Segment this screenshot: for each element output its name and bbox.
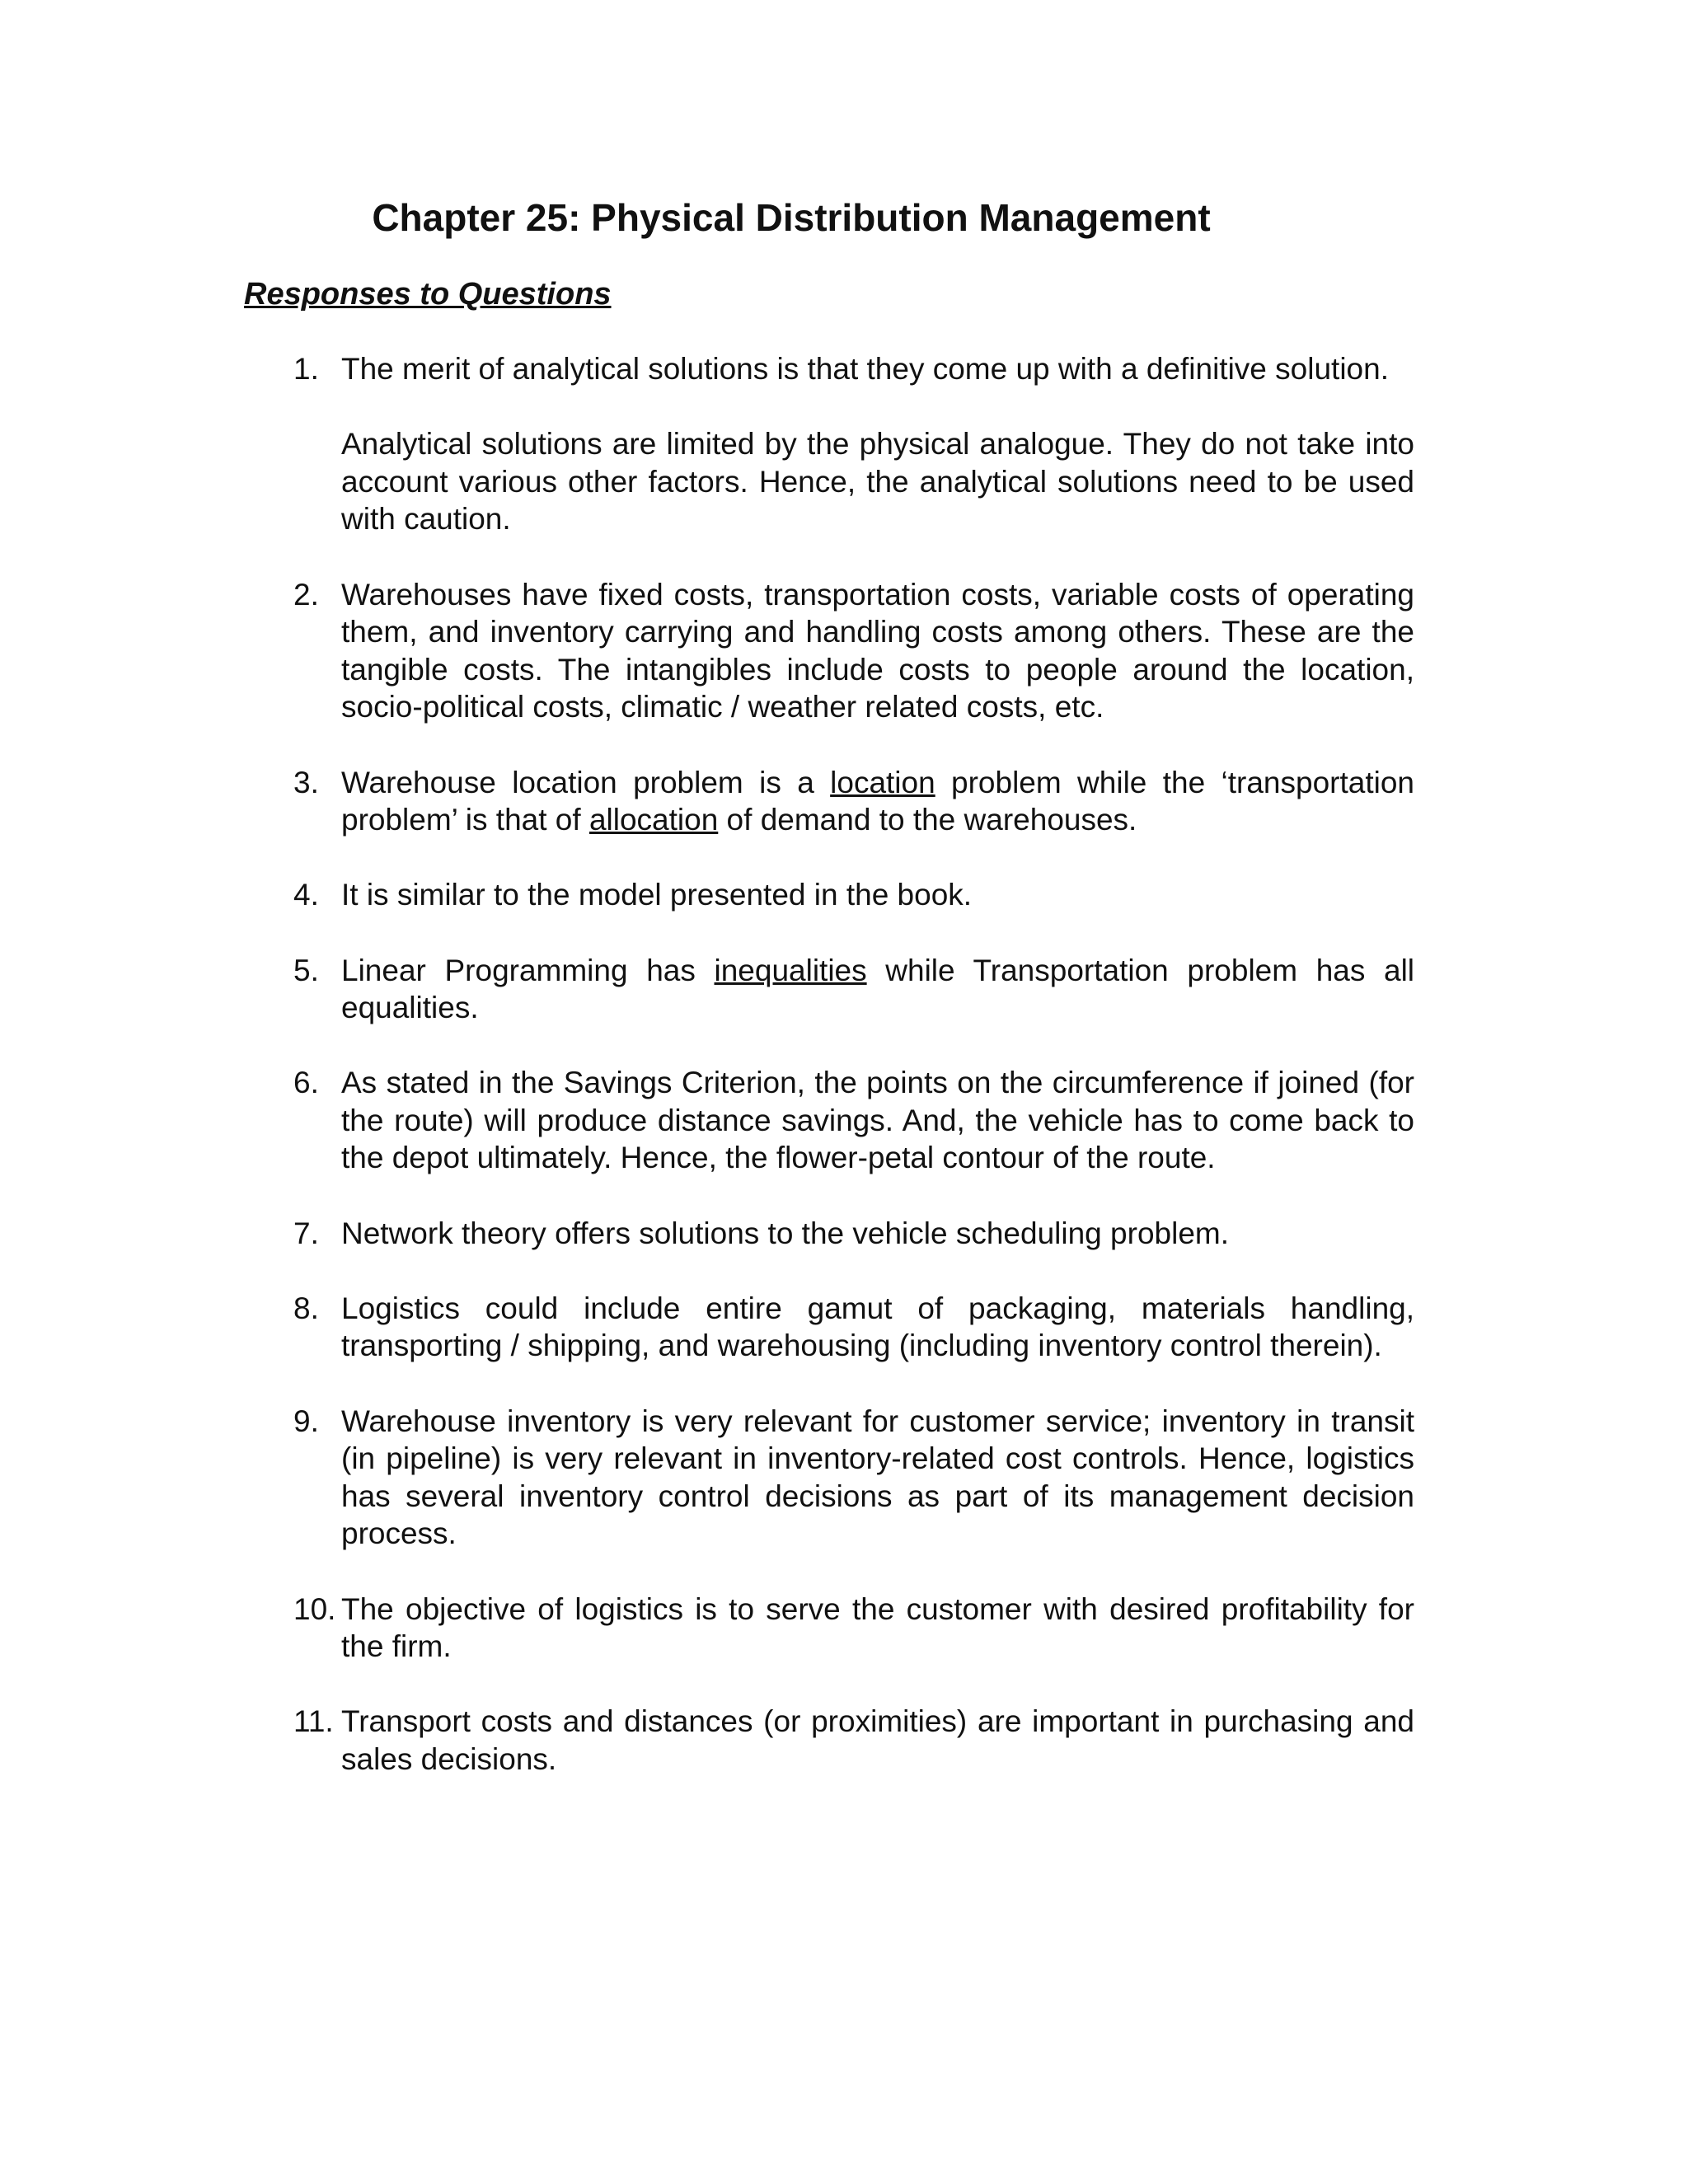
answer-number: 8. [293, 1291, 319, 1325]
answer-paragraph: As stated in the Savings Criterion, the points on the circumference if joined (for the route) will produce distance savings. And, the vehicle has to come back to the depot ultimately. Hence, the flower-petal contour of the route. [341, 1066, 1414, 1175]
page-title: Chapter 25: Physical Distribution Management [372, 196, 1211, 239]
answer-text: Warehouse location problem is a [341, 765, 831, 799]
answer-paragraph [341, 952, 1414, 1027]
answer-item-3 [293, 764, 1414, 839]
answer-number: 10. [293, 1591, 336, 1626]
answer-item-7 [293, 1215, 1414, 1253]
answer-item-2 [293, 576, 1414, 726]
answer-number: 5. [293, 953, 319, 987]
answer-list [293, 350, 1414, 1816]
underlined-term: allocation [588, 803, 719, 837]
answer-number: 11. [293, 1704, 334, 1739]
answer-item-11 [293, 1703, 1414, 1778]
answer-number: 9. [293, 1404, 319, 1438]
underlined-term: location [830, 765, 935, 799]
answer-paragraph [341, 764, 1414, 839]
underlined-term: inequalities [714, 953, 867, 987]
answer-number: 2. [293, 577, 319, 612]
answer-paragraph: Logistics could include entire gamut of packaging, materials handling, transporting / shipping, and warehousing (including inventory control therein). [341, 1291, 1414, 1363]
answer-text: Linear Programming has [341, 953, 715, 987]
answer-number: 1. [293, 352, 319, 386]
answer-item-6 [293, 1064, 1414, 1177]
answer-paragraph: Network theory offers solutions to the vehicle scheduling problem. [341, 1216, 1229, 1250]
answer-number: 6. [293, 1066, 319, 1100]
answer-text: while Transportation problem has all equalities. [341, 953, 1415, 1025]
answer-text: of demand to the warehouses. [718, 803, 1137, 837]
section-heading: Responses to Questions [244, 277, 612, 312]
answer-paragraph: Analytical solutions are limited by the physical analogue. They do not take into account various other factors. Hence, the analytical solutions need to be used with caution. [341, 427, 1414, 537]
answer-item-1 [293, 350, 1414, 538]
answer-paragraph: Warehouse inventory is very relevant for customer service; inventory in transit (in pipeline) is very relevant in inventory-related cost controls. Hence, logistics has several inventory control decisions as part of its management decision process. [341, 1404, 1414, 1551]
answer-paragraph: Warehouses have fixed costs, transportation costs, variable costs of operating them, and inventory carrying and handling costs among others. These are the tangible costs. The intangibles include costs to people around the location, socio-political costs, climatic / weather related costs, etc. [341, 577, 1414, 724]
answer-item-8 [293, 1290, 1414, 1365]
answer-item-9 [293, 1403, 1414, 1553]
answer-number: 7. [293, 1216, 319, 1250]
answer-paragraph: The merit of analytical solutions is that they come up with a definitive solution. [341, 352, 1389, 386]
answer-text: problem while the ‘transportation problem’ is that of [341, 765, 1414, 837]
answer-paragraph: It is similar to the model presented in the book. [341, 878, 973, 912]
answer-number: 4. [293, 878, 319, 912]
answer-number: 3. [293, 765, 319, 799]
answer-item-4 [293, 876, 1414, 914]
answer-item-5 [293, 952, 1414, 1027]
answer-paragraph: The objective of logistics is to serve the customer with desired profitability for the firm. [341, 1591, 1414, 1664]
answer-paragraph: Transport costs and distances (or proximities) are important in purchasing and sales decisions. [341, 1704, 1414, 1776]
answer-item-10 [293, 1591, 1414, 1666]
